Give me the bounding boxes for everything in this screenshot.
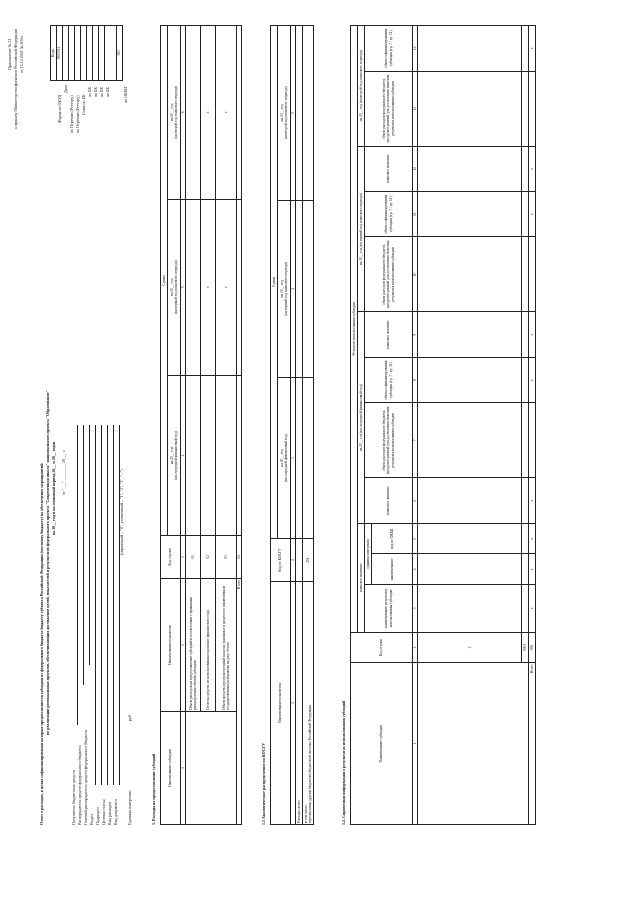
table-cell: объем софинансирования субсидии (гр. 7 / гр. 11) bbox=[365, 26, 413, 72]
table-cell: 251 bbox=[303, 539, 314, 582]
section1-title: 1. Расходы на предоставление субсидий bbox=[151, 753, 156, 825]
table-cell bbox=[278, 200, 291, 377]
codes-table bbox=[50, 25, 123, 81]
table-cell bbox=[418, 192, 522, 237]
table-cell bbox=[522, 192, 529, 237]
table-cell: Объем средств, предусмотренный на цели, указанные в разделе по заключенным государственным контрактам на дату отчета bbox=[216, 579, 237, 712]
cell-text: на 20__ год bbox=[279, 104, 284, 122]
codes-label: по Перечню (Реестру) bbox=[75, 95, 80, 133]
cell-text: на 20__ год bbox=[169, 446, 174, 465]
table-cell bbox=[522, 403, 529, 478]
table-cell: 6 bbox=[181, 26, 186, 200]
cell-text: (на первый год планового периода) bbox=[174, 260, 178, 315]
table-cell: 12 bbox=[413, 146, 418, 191]
requisite-label: Вид расходов bbox=[107, 802, 112, 825]
section12-title: 1.2. Справочная информация о результатах использования субсидий bbox=[341, 700, 346, 825]
table-cell: x bbox=[216, 199, 237, 375]
section11-table bbox=[270, 25, 314, 825]
table-cell: плановое значение bbox=[365, 478, 413, 523]
table-header-row bbox=[117, 26, 123, 81]
codes-label: по БК bbox=[93, 86, 98, 97]
cell-text: на 20__ год bbox=[169, 103, 174, 121]
table-row bbox=[186, 26, 201, 825]
table-cell bbox=[303, 378, 314, 539]
cell-text: на 20__ год bbox=[279, 449, 284, 467]
cell-text: на 20__ год bbox=[279, 280, 284, 298]
table-cell: 5 bbox=[291, 26, 296, 201]
cell-text: на 20__ год bbox=[169, 278, 174, 296]
table-cell bbox=[303, 26, 314, 201]
table-cell: x bbox=[529, 585, 536, 633]
table-cell bbox=[522, 554, 529, 585]
table-cell bbox=[418, 663, 529, 825]
cell-text: (на первый год планового периода) bbox=[358, 192, 363, 247]
appendix-number: Приложение № 31 bbox=[7, 38, 12, 70]
codes-label: Дата bbox=[63, 85, 68, 93]
codes-label: Форма по ОКУД bbox=[57, 94, 62, 123]
table-cell: 5 bbox=[181, 199, 186, 375]
table-cell: 3 bbox=[291, 378, 296, 539]
cell-text: (на второй год планового периода) bbox=[358, 50, 363, 104]
table-cell bbox=[296, 200, 303, 377]
table-cell: x bbox=[529, 312, 536, 357]
table-cell: 8 bbox=[413, 357, 418, 402]
page-title-line3: на 20__ год и на плановый период 20__ и 20__ годов bbox=[51, 441, 56, 535]
table-cell: Сумма bbox=[271, 26, 278, 539]
table-cell: Код строки bbox=[161, 536, 181, 579]
table-cell: Объем расходов на предоставление субсидий в соответствии с правилами распределения объема субсидии bbox=[186, 579, 201, 712]
table-row bbox=[237, 26, 242, 825]
table-cell bbox=[418, 237, 522, 312]
table-cell: 13 bbox=[413, 71, 418, 146]
table-cell: 02 bbox=[201, 536, 216, 579]
doc-type-hint: (первичный – "0", уточненный – "1", "2", "3", "...") bbox=[119, 469, 124, 555]
report-date: от "___" ________ 20___ г. bbox=[61, 449, 66, 495]
units-value: руб bbox=[127, 715, 132, 721]
table-cell: x bbox=[529, 523, 536, 554]
codes-label: по БК bbox=[99, 86, 104, 97]
field-underline bbox=[101, 425, 102, 785]
codes-label: по БК bbox=[87, 86, 92, 97]
units-label: Единица измерения: bbox=[127, 790, 132, 825]
table-cell: Расходы, всего bbox=[296, 582, 303, 825]
table-cell: единица измерения bbox=[365, 523, 372, 584]
table-cell: 1 bbox=[413, 663, 418, 825]
table-cell: Наименование показателя bbox=[161, 579, 181, 712]
codes-label: Глава по БК bbox=[81, 94, 86, 115]
table-cell: Код по КОСГУ bbox=[271, 539, 291, 582]
table-cell: 11 bbox=[413, 192, 418, 237]
table-cell: наименование результата использования субсидии bbox=[365, 585, 413, 633]
requisite-label: Вид документа bbox=[113, 799, 118, 825]
table-cell bbox=[296, 26, 303, 201]
table-cell: 5 bbox=[413, 523, 418, 554]
table-header-row bbox=[105, 26, 117, 81]
page-title: Отчет о расходах, в целях софинансирования которых предоставляется субсидия из федерального бюджета бюджету субъекта Российской Федерации (местному бюджету) на обеспечение мероприятий bbox=[39, 463, 44, 825]
table-cell: x bbox=[529, 26, 536, 72]
table-cell: объем расходов федерального бюджета, предусмотренный для достижения значения результата использования субсидии bbox=[365, 237, 413, 312]
cell-text: (на очередной финансовый год) bbox=[174, 431, 178, 480]
table-cell: наименование bbox=[372, 554, 413, 585]
okei-code: 383 bbox=[117, 26, 123, 81]
table-cell: объем софинансирования субсидии (гр. 7 / гр. 11) bbox=[365, 192, 413, 237]
table-cell bbox=[296, 378, 303, 539]
table-cell bbox=[186, 375, 201, 535]
table-cell: объем расходов федерального бюджета, предусмотренный для достижения значения результата использования субсидии bbox=[365, 403, 413, 478]
table-cell: Итого bbox=[529, 663, 536, 825]
table-cell: 4 bbox=[413, 554, 418, 585]
table-row bbox=[303, 26, 314, 825]
cell-text: перечисления другим бюджетам бюджетной системы Российской Федерации bbox=[308, 704, 313, 823]
table-cell bbox=[418, 523, 522, 554]
table-cell bbox=[358, 26, 365, 147]
table-cell: 900 bbox=[529, 632, 536, 663]
table-cell bbox=[216, 375, 237, 535]
table-cell: Наименование показателя bbox=[271, 582, 291, 825]
table-row bbox=[216, 26, 237, 825]
table-cell: 03 bbox=[216, 536, 237, 579]
codes-label: по Перечню (Реестру) bbox=[69, 95, 74, 133]
table-header-row bbox=[271, 26, 278, 825]
table-cell: 01 bbox=[186, 536, 201, 579]
table-cell bbox=[168, 375, 181, 535]
table-cell: Код строки bbox=[351, 632, 413, 663]
table-row bbox=[201, 26, 216, 825]
cell-text: (на очередной финансовый год) bbox=[284, 433, 288, 483]
section12-table bbox=[350, 25, 536, 825]
table-cell bbox=[522, 357, 529, 402]
table-cell bbox=[522, 237, 529, 312]
cell-text: в том числе: bbox=[304, 804, 308, 823]
field-underline bbox=[83, 425, 84, 685]
table-cell bbox=[522, 71, 529, 146]
table-cell: 9 bbox=[413, 312, 418, 357]
table-cell bbox=[418, 146, 522, 191]
table-cell: x bbox=[529, 554, 536, 585]
table-cell bbox=[358, 146, 365, 312]
table-cell: 4 bbox=[181, 375, 186, 535]
table-cell: 4 bbox=[291, 200, 296, 377]
table-cell: 04 bbox=[237, 536, 242, 579]
cell-text: на 20__ год bbox=[358, 247, 363, 266]
requisite-label: Распорядитель средств федерального бюджета bbox=[77, 745, 82, 825]
table-cell bbox=[358, 312, 365, 523]
table-cell: 2 bbox=[181, 579, 186, 712]
table-cell: 7 bbox=[413, 403, 418, 478]
table-cell: 2 bbox=[418, 632, 522, 663]
table-cell: Сумма bbox=[161, 26, 168, 536]
table-cell: Остаток средств, не использованных на начало финансового года bbox=[201, 579, 216, 712]
table-cell bbox=[418, 554, 522, 585]
table-cell: 10 bbox=[413, 237, 418, 312]
cell-text: (на очередной финансовый год) bbox=[358, 384, 363, 433]
table-cell: x bbox=[529, 478, 536, 523]
requisite-label: Получатель бюджетных средств bbox=[71, 770, 76, 825]
field-underline bbox=[89, 425, 90, 665]
table-cell: 1 bbox=[181, 712, 186, 825]
table-cell: Коды bbox=[51, 26, 57, 81]
field-underline bbox=[95, 425, 96, 785]
table-cell: 6 bbox=[413, 478, 418, 523]
table-cell bbox=[522, 523, 529, 554]
table-cell bbox=[186, 712, 237, 825]
table-cell bbox=[186, 199, 201, 375]
requisite-label: Подраздел bbox=[95, 807, 100, 825]
table-cell bbox=[418, 357, 522, 402]
table-cell: 14 bbox=[413, 26, 418, 72]
table-cell: 0001 bbox=[522, 632, 529, 663]
table-cell: плановое значение bbox=[365, 312, 413, 357]
table-row bbox=[418, 26, 522, 825]
table-cell: Наименование субсидии bbox=[161, 712, 181, 825]
cell-text: на 20__ год bbox=[358, 433, 363, 452]
table-cell: 2 bbox=[413, 632, 418, 663]
table-cell: 3 bbox=[413, 585, 418, 633]
field-underline bbox=[113, 425, 114, 785]
table-cell bbox=[303, 582, 314, 825]
table-cell bbox=[418, 312, 522, 357]
appendix-date: от 15.12.2021 № 203н bbox=[19, 36, 24, 73]
table-cell: объем софинансирования субсидии (гр. 7 / гр. 11) bbox=[365, 357, 413, 402]
field-underline bbox=[107, 425, 108, 785]
table-cell bbox=[237, 375, 242, 535]
section1-table bbox=[160, 25, 242, 825]
table-cell bbox=[529, 71, 536, 146]
table-cell: плановое значение bbox=[365, 146, 413, 191]
cell-text: на 20__ год bbox=[358, 104, 363, 122]
table-cell bbox=[529, 237, 536, 312]
table-cell: Наименование субсидии bbox=[351, 663, 413, 825]
table-cell bbox=[418, 478, 522, 523]
page-title-line2: по реализации региональных проектов, обеспечивающих достижение целей, показателей и результатов федерального проекта "Современная школа" национального проекта "Образование" bbox=[45, 390, 50, 735]
table-cell bbox=[186, 26, 201, 200]
table-cell bbox=[529, 403, 536, 478]
table-cell: 3 bbox=[181, 536, 186, 579]
table-cell: 2 bbox=[291, 539, 296, 582]
table-cell bbox=[522, 478, 529, 523]
table-cell bbox=[105, 26, 117, 81]
table-cell bbox=[418, 26, 522, 72]
requisite-label: Целевая статья bbox=[101, 799, 106, 825]
table-cell bbox=[201, 375, 216, 535]
table-cell bbox=[168, 199, 181, 375]
table-cell bbox=[303, 200, 314, 377]
table-cell: плановое значение bbox=[358, 523, 365, 632]
table-cell bbox=[237, 199, 242, 375]
table-cell: x bbox=[529, 146, 536, 191]
field-underline bbox=[119, 425, 120, 785]
table-cell: Итого bbox=[237, 579, 242, 825]
table-cell bbox=[237, 26, 242, 200]
table-cell: код по ОКЕИ bbox=[372, 523, 413, 554]
table-header-row bbox=[161, 26, 168, 825]
table-cell: объем расходов федерального бюджета, предусмотренный для достижения значения результата использования субсидии bbox=[365, 71, 413, 146]
okud-code: 0505514 bbox=[57, 26, 63, 81]
table-cell: Результат использования субсидии bbox=[351, 26, 358, 633]
table-cell bbox=[296, 539, 303, 582]
table-cell bbox=[168, 26, 181, 200]
table-row bbox=[296, 26, 303, 825]
codes-label: по БК bbox=[105, 86, 110, 97]
table-row bbox=[529, 26, 536, 825]
table-cell: 1 bbox=[291, 582, 296, 825]
codes-label: по ОКЕИ bbox=[123, 86, 128, 103]
cell-text: (на второй год планового периода) bbox=[174, 85, 178, 139]
table-cell: x bbox=[529, 192, 536, 237]
requisite-label: Раздел bbox=[89, 813, 94, 825]
appendix-order: к приказу Министерства финансов Российской Федерации bbox=[13, 29, 18, 129]
section11-title: 1.1 Аналитическое распределение по КОСГУ bbox=[261, 742, 266, 825]
requisite-label: Главный распорядитель средств федерального бюджета bbox=[83, 730, 88, 825]
table-cell bbox=[522, 146, 529, 191]
table-cell: x bbox=[201, 26, 216, 200]
table-cell bbox=[522, 312, 529, 357]
table-cell: x bbox=[529, 357, 536, 402]
field-underline bbox=[77, 425, 78, 725]
cell-text: (на второй год планового периода) bbox=[284, 86, 288, 140]
table-cell bbox=[418, 403, 522, 478]
table-cell bbox=[278, 26, 291, 201]
table-cell bbox=[278, 378, 291, 539]
table-cell bbox=[522, 26, 529, 72]
table-cell bbox=[418, 71, 522, 146]
table-cell bbox=[418, 585, 522, 633]
table-cell: x bbox=[201, 199, 216, 375]
table-header-row bbox=[351, 26, 358, 825]
table-cell: x bbox=[216, 26, 237, 200]
table-cell bbox=[522, 585, 529, 633]
cell-text: (на первый год планового периода) bbox=[284, 261, 288, 316]
